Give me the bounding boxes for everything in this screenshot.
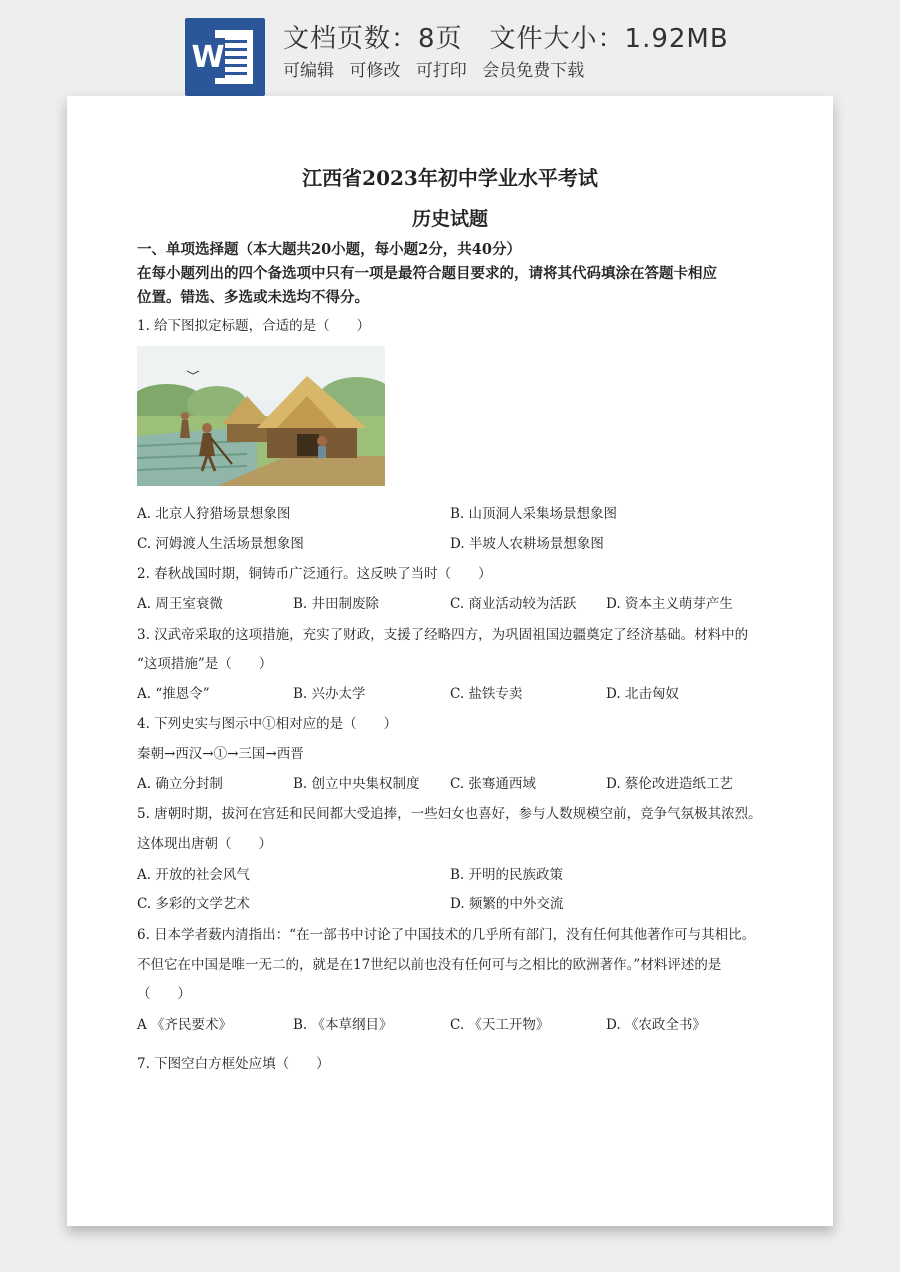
question-stem: 1. 给下图拟定标题，合适的是（ ） <box>137 318 371 334</box>
option-d: D. 频繁的中外交流 <box>450 896 564 912</box>
option-c: C. 多彩的文学艺术 <box>137 896 250 912</box>
word-logo-letter: W <box>191 38 225 78</box>
option-a: A. “推恩令” <box>137 686 210 702</box>
option-b: B. 创立中央集权制度 <box>293 776 420 792</box>
question-stem: 3. 汉武帝采取的这项措施，充实了财政，支援了经略四方，为巩固祖国边疆奠定了经济基础。材料中的 <box>137 627 749 643</box>
question-stem: 2. 春秋战国时期，铜铸币广泛通行。这反映了当时（ ） <box>137 566 492 582</box>
option-a: A. 周王室衰微 <box>137 596 223 612</box>
option-c: C. 商业活动较为活跃 <box>450 596 577 612</box>
feature-member-download: 会员免费下载 <box>482 61 585 81</box>
question-stem: （ ） <box>137 986 191 1002</box>
file-info-title: 文档页数：8页 文件大小：1.92MB <box>283 24 729 54</box>
question-stem: 6. 日本学者薮内清指出：“在一部书中讨论了中国技术的几乎所有部门，没有任何其他著作可与其相比。 <box>137 927 756 943</box>
exam-subject: 历史试题 <box>411 208 488 230</box>
option-d: D. 北击匈奴 <box>606 686 679 702</box>
question-stem: 这体现出唐朝（ ） <box>137 836 272 852</box>
download-banner <box>0 0 900 96</box>
section-heading: 一、单项选择题（本大题共20小题，每小题2分，共40分） <box>137 241 521 258</box>
option-a: A. 开放的社会风气 <box>137 867 250 883</box>
option-a: A 《齐民要术》 <box>137 1017 233 1033</box>
option-d: D. 资本主义萌芽产生 <box>606 596 733 612</box>
exam-title: 江西省2023年初中学业水平考试 <box>302 166 598 190</box>
document-page <box>67 96 833 1226</box>
instruction-line: 位置。错选、多选或未选均不得分。 <box>137 289 369 306</box>
word-document-icon <box>185 18 265 96</box>
option-b: B. 山顶洞人采集场景想象图 <box>450 506 618 522</box>
option-c: C. 盐铁专卖 <box>450 686 523 702</box>
option-b: B. 兴办太学 <box>293 686 366 702</box>
question-stem: “这项措施”是（ ） <box>137 656 273 672</box>
feature-modifiable: 可修改 <box>349 61 401 81</box>
option-a: A. 确立分封制 <box>137 776 223 792</box>
question-stem: 4. 下列史实与图示中①相对应的是（ ） <box>137 716 398 732</box>
option-d: D. 蔡伦改进造纸工艺 <box>606 776 733 792</box>
option-d: D. 半坡人农耕场景想象图 <box>450 536 604 552</box>
option-b: B. 《本草纲目》 <box>293 1017 393 1033</box>
neolithic-village-illustration <box>137 346 385 486</box>
question-stem: 7. 下图空白方框处应填（ ） <box>137 1056 330 1072</box>
option-b: B. 井田制废除 <box>293 596 380 612</box>
question-stem: 秦朝→西汉→①→三国→西晋 <box>137 746 304 762</box>
question-stem: 不但它在中国是唯一无二的，就是在17世纪以前也没有任何可与之相比的欧洲著作。”材料评述的是 <box>137 957 722 973</box>
option-d: D. 《农政全书》 <box>606 1017 706 1033</box>
option-c: C. 河姆渡人生活场景想象图 <box>137 536 304 552</box>
feature-list <box>283 56 594 81</box>
feature-editable: 可编辑 <box>283 61 334 81</box>
option-c: C. 《天工开物》 <box>450 1017 550 1033</box>
instruction-line: 在每小题列出的四个备选项中只有一项是最符合题目要求的，请将其代码填涂在答题卡相应 <box>137 265 717 282</box>
option-c: C. 张骞通西域 <box>450 776 536 792</box>
option-b: B. 开明的民族政策 <box>450 867 564 883</box>
question-stem: 5. 唐朝时期，拔河在宫廷和民间都大受追捧，一些妇女也喜好，参与人数规模空前，竞争气氛极其浓烈。 <box>137 806 762 822</box>
feature-printable: 可打印 <box>415 61 467 81</box>
option-a: A. 北京人狩猎场景想象图 <box>137 506 291 522</box>
